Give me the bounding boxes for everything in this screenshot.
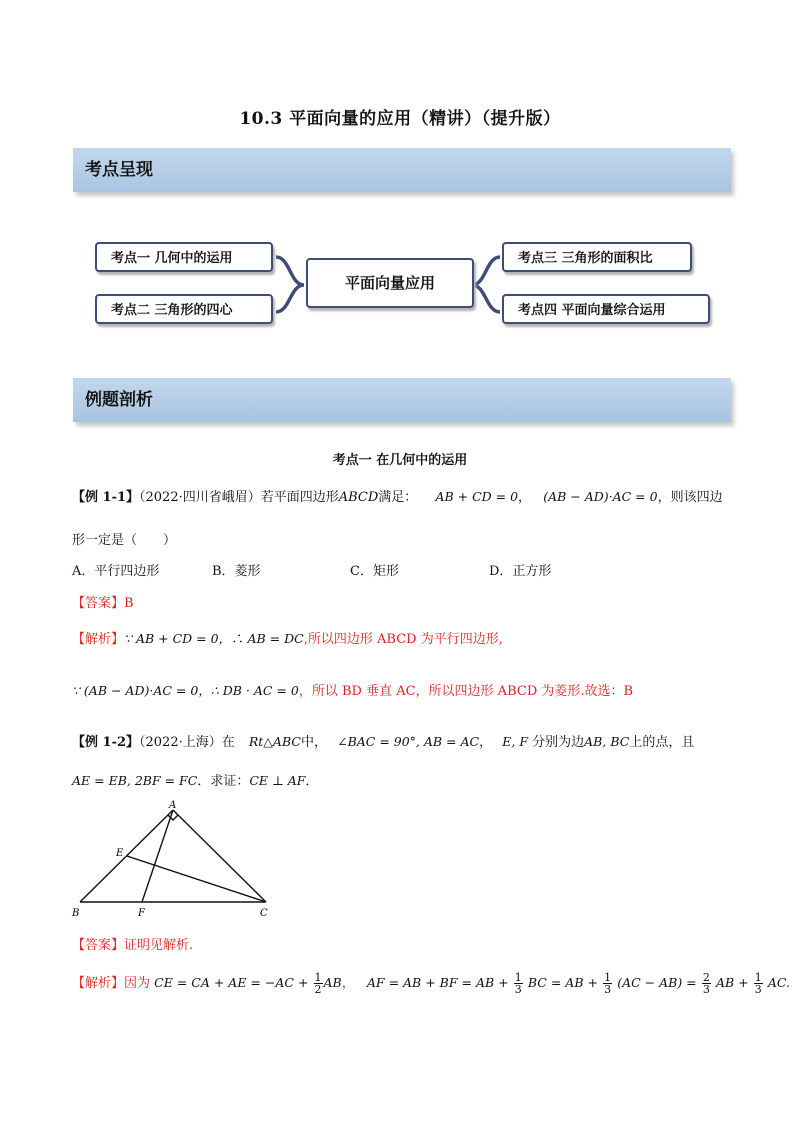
answer-1-1 (72, 592, 134, 611)
option-a: A．平行四边形 (72, 564, 160, 579)
analysis-1-2-line1: 【解析】因为 CE = CA + AE = −AC + $\frac{1}{2}$ AB， AF = AB + BF = AB + $\frac{1}{3}$ BC = AB + $\frac{1}{3}$ (AC − AB) = $\frac{2}{3}$ AB + $\frac{1}{3}$ AC. (72, 971, 791, 996)
answer-tag: 【答案】 (72, 938, 125, 953)
fraction-num: 1 (514, 971, 522, 984)
label-b: B (72, 908, 80, 919)
condition-intro: 满足： (378, 490, 418, 505)
question-tail: ，则该四边 (657, 490, 723, 505)
fraction (754, 972, 763, 995)
text-on: 上的点，且 (629, 735, 695, 750)
segment-af (142, 810, 173, 902)
formula-ce: CE = CA + AE = −AC + (154, 975, 309, 990)
analysis-tag: 【解析】 (72, 976, 125, 991)
analysis-formula-4: ，∴ DB · AC = 0 (198, 683, 299, 698)
prove-end: ． (305, 774, 319, 789)
fraction-den: 3 (604, 983, 612, 996)
condition-formula-2: (AB − AD)·AC = 0 (543, 489, 658, 504)
fraction-num: 2 (702, 971, 710, 984)
mindmap-center-node: 平面向量应用 (306, 258, 474, 308)
answer-tag: 【答案】 (72, 596, 125, 611)
because-text: 因为 (124, 976, 151, 991)
points-ef: E, F (502, 734, 528, 749)
formula-ce-end: AB (323, 975, 342, 990)
answer-value: 证明见解析. (124, 938, 194, 953)
formula-af-end: AC. (767, 975, 791, 990)
analysis-conclusion-1: ,所以四边形 ABCD 为平行四边形, (303, 632, 503, 647)
example-1-2-line1: 【例 1-2】（2022·上海）在 Rt△ABC中， ∠BAC = 90°, AB = AC， E, F 分别为边AB, BC上的点，且 (72, 734, 695, 750)
analysis-tag: 【解析】 (72, 632, 125, 647)
answer-value: B (124, 596, 134, 611)
label-a: A (169, 800, 177, 811)
example-tag: 【例 1-2】 (72, 735, 140, 750)
fraction-den: 3 (754, 983, 762, 996)
example-source: （2022·上海）在 (139, 735, 235, 750)
label-f: F (138, 908, 145, 919)
label-e: E (116, 848, 124, 859)
fraction-num: 1 (754, 971, 762, 984)
section-heading: 考点一 在几何中的运用 (332, 453, 468, 468)
fraction (702, 972, 711, 995)
fraction-num: 1 (604, 971, 612, 984)
fraction-den: 2 (314, 983, 322, 996)
answer-1-2 (72, 934, 193, 953)
fraction-num: 1 (314, 971, 322, 984)
option-d: D．正方形 (489, 564, 552, 579)
analysis-1-1-line2 (72, 680, 633, 699)
edge-ac (173, 810, 266, 902)
analysis-formula-2: ，∴ AB = DC (218, 631, 304, 646)
triangle-name: Rt△ABC (248, 734, 301, 749)
fraction-den: 3 (514, 983, 522, 996)
example-1-1-line1: 【例 1-1】（2022·四川省峨眉）若平面四边形ABCD满足： AB + CD = 0， (AB − AD)·AC = 0，则该四边 (72, 489, 723, 505)
edge-ab (80, 810, 173, 902)
prove-intro: ．求证： (197, 774, 250, 789)
analysis-1-1-line1 (72, 628, 503, 647)
analysis-formula-1: ∵ AB + CD = 0 (124, 631, 219, 646)
page-title: 10.3 平面向量的应用（精讲）（提升版） (239, 109, 561, 129)
mindmap-node-topic-1: 考点一 几何中的运用 (95, 242, 273, 272)
fraction-den: 3 (702, 983, 710, 996)
example-source: （2022·四川省峨眉）若平面四边形 (139, 490, 339, 505)
formula-af-paren: (AC − AB) = (617, 975, 697, 990)
given-relations: AE = EB, 2BF = FC (72, 773, 198, 788)
condition-formula-1: AB + CD = 0 (435, 489, 519, 504)
formula-af-ab: AB + (715, 975, 749, 990)
formula-af: AF = AB + BF = AB + (366, 975, 509, 990)
section-banner-overview: 考点呈现 (73, 148, 731, 192)
quad-name: ABCD (338, 490, 379, 505)
topic-mindmap (90, 230, 710, 340)
prove-statement: CE ⊥ AF (249, 773, 306, 788)
formula-af-mid: BC = AB + (527, 975, 598, 990)
example-1-2-line2 (72, 770, 318, 789)
fraction (514, 972, 523, 995)
section-banner-examples: 例题剖析 (73, 378, 731, 422)
mindmap-node-topic-3: 考点三 三角形的面积比 (502, 242, 692, 272)
example-1-1-line2: 形一定是（ ） (72, 533, 177, 548)
text-mid: 中， (300, 735, 327, 750)
example-tag: 【例 1-1】 (72, 490, 140, 505)
label-c: C (260, 908, 268, 919)
segment-ce (127, 856, 266, 902)
mindmap-node-topic-4: 考点四 平面向量综合运用 (502, 294, 710, 324)
option-b: B．菱形 (212, 564, 261, 579)
fraction (603, 972, 612, 995)
triangle-figure (70, 798, 285, 920)
analysis-conclusion-2: ，所以 BD 垂直 AC，所以四边形 ABCD 为菱形.故选：B (298, 684, 634, 699)
sides-ab-bc: AB, BC (584, 734, 630, 749)
text-side: 分别为边 (532, 735, 585, 750)
mindmap-node-topic-2: 考点二 三角形的四心 (95, 294, 273, 324)
fraction (314, 972, 323, 995)
triangle-condition: ∠BAC = 90°, AB = AC (337, 734, 480, 749)
option-c: C．矩形 (350, 564, 399, 579)
analysis-formula-3: ∵ (AB − AD)·AC = 0 (72, 683, 199, 698)
